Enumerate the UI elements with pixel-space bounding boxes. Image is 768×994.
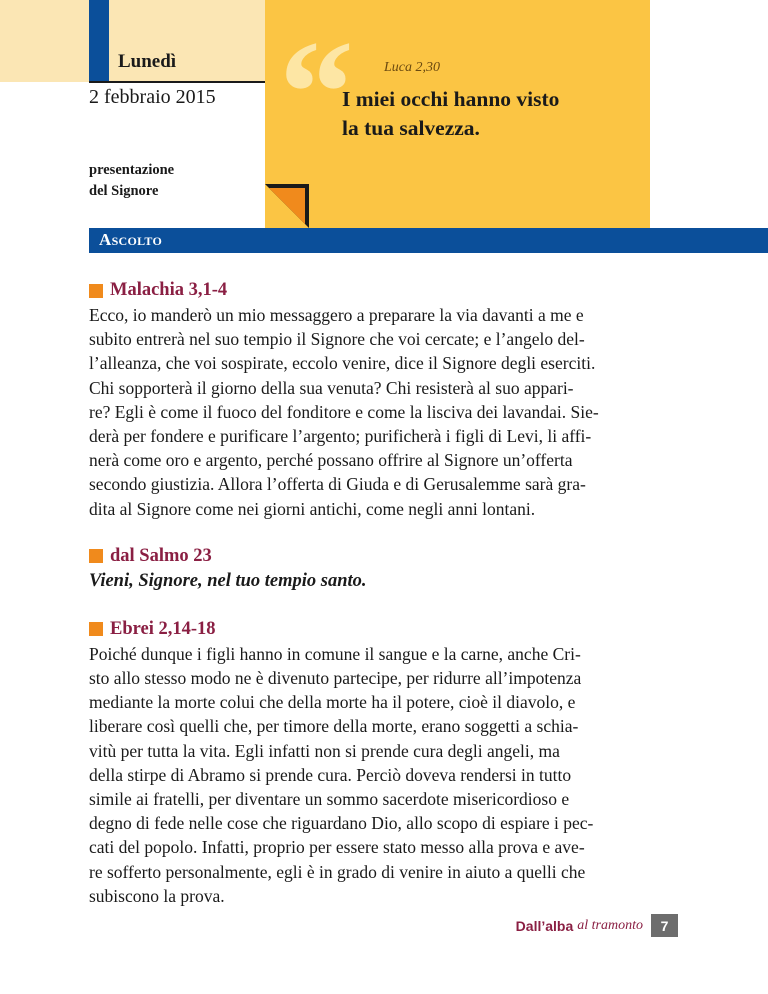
reading-body: [89, 303, 651, 521]
corner-triangle-icon: [265, 184, 309, 228]
text-line: re sofferto personalmente, egli è in grado di venire in aiuto a quelli che: [89, 861, 586, 882]
orange-square-icon: [89, 549, 103, 563]
header-accent-stripe: [89, 0, 109, 82]
feast-title: [89, 160, 249, 202]
spacer: [89, 594, 651, 617]
text-line: liberare così quelli che, per timore della morte, erano soggetti a schia-: [89, 716, 579, 737]
text-line: sto allo stesso modo ne è divenuto partecipe, per ridurre all’impotenza: [89, 668, 582, 689]
section-bar: [89, 228, 768, 253]
quote-text: [342, 85, 642, 143]
feast-line-2: del Signore: [89, 183, 159, 199]
text-line: subito entrerà nel suo tempio il Signore che voi cercate; e l’angelo del-: [89, 329, 585, 350]
text-line: dita al Signore come nei giorni antichi, come negli anni lontani.: [89, 498, 536, 519]
orange-square-icon: [89, 622, 103, 636]
text-line: derà per fondere e purificare l’argento; purificherà i figli di Levi, li affi-: [89, 426, 592, 447]
reading-title: Malachia 3,1-4: [110, 280, 228, 300]
text-line: secondo giustizia. Allora l’offerta di Giuda e di Gerusalemme sarà gra-: [89, 474, 586, 495]
date: 2 febbraio 2015: [89, 86, 216, 108]
reading-heading: [89, 278, 651, 303]
text-line: degno di fede nelle cose che riguardano Dio, allo scopo di espiare i pec-: [89, 813, 594, 834]
text-line: l’alleanza, che voi sospirate, eccolo venire, dice il Signore degli eserciti.: [89, 353, 596, 374]
header-divider: [89, 81, 265, 83]
page-number: 7: [651, 914, 678, 937]
quote-line-1: I miei occhi hanno visto: [342, 87, 560, 111]
reading-heading: [89, 617, 651, 642]
text-line: cati del popolo. Infatti, proprio per essere stato messo alla prova e ave-: [89, 837, 585, 858]
footer-brand-italic: al tramonto: [577, 917, 643, 933]
text-line: della stirpe di Abramo si prende cura. Perciò doveva rendersi in tutto: [89, 764, 572, 785]
spacer: [89, 521, 651, 544]
text-line: simile ai fratelli, per diventare un sommo sacerdote misericordioso e: [89, 789, 570, 810]
footer: [516, 914, 678, 937]
reading-body: [89, 642, 651, 908]
quote-mark-icon: “: [279, 10, 354, 176]
quote-reference: Luca 2,30: [384, 60, 440, 75]
text-line: mediante la morte colui che della morte ha il potere, cioè il diavolo, e: [89, 692, 576, 713]
psalm-title: dal Salmo 23: [110, 545, 212, 566]
day-name: Lunedì: [118, 51, 177, 72]
text-line: subiscono la prova.: [89, 885, 225, 906]
section-title: Ascolto: [99, 230, 163, 249]
psalm-response: Vieni, Signore, nel tuo tempio santo.: [89, 570, 367, 591]
text-line: vitù per tutta la vita. Egli infatti non si prende cura degli angeli, ma: [89, 740, 560, 761]
readings: [89, 278, 651, 908]
feast-line-1: presentazione: [89, 162, 175, 178]
footer-brand: Dall’alba: [515, 917, 574, 934]
text-line: Chi sopporterà il giorno della sua venuta? Chi resisterà al suo appari-: [89, 377, 574, 398]
quote-line-2: la tua salvezza.: [342, 116, 480, 140]
text-line: Ecco, io manderò un mio messaggero a preparare la via davanti a me e: [89, 305, 584, 325]
orange-square-icon: [89, 284, 103, 298]
text-line: nerà come oro e argento, perché possano offrire al Signore un’offerta: [89, 450, 573, 471]
reading-title: Ebrei 2,14-18: [110, 618, 216, 639]
text-line: re? Egli è come il fuoco del fonditore e come la lisciva dei lavandai. Sie-: [89, 401, 599, 422]
psalm-heading: [89, 544, 651, 569]
text-line: Poiché dunque i figli hanno in comune il sangue e la carne, anche Cri-: [89, 643, 581, 664]
